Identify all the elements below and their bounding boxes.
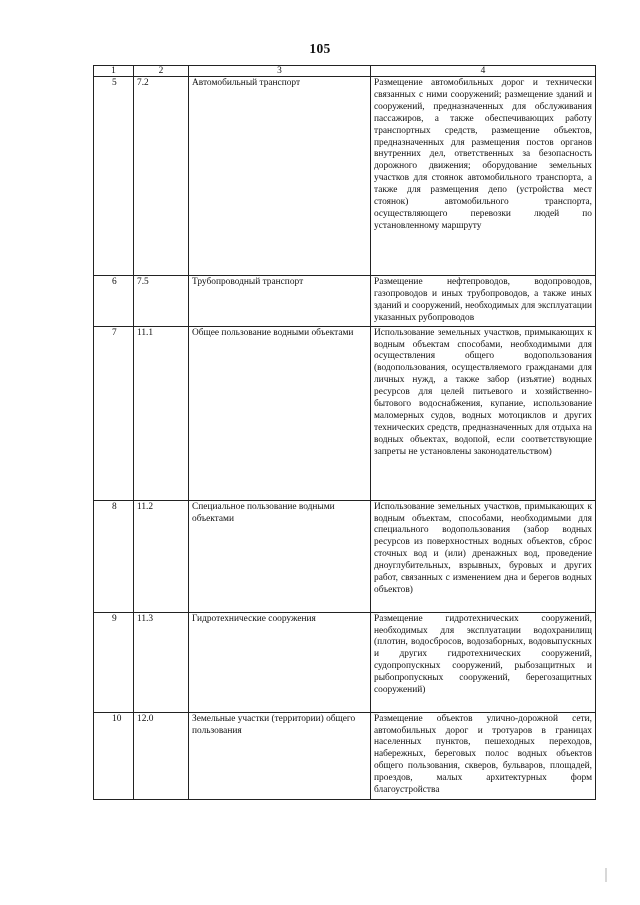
column-header-1: 1 (94, 66, 134, 77)
row-name: Трубопроводный транспорт (189, 276, 371, 327)
row-number: 8 (94, 500, 134, 612)
row-name: Общее пользование водными объектами (189, 326, 371, 500)
row-code: 11.2 (134, 500, 189, 612)
row-name: Автомобильный транспорт (189, 77, 371, 276)
page-number: 105 (309, 41, 331, 56)
row-number: 7 (94, 326, 134, 500)
row-description: Размещение автомобильных дорог и технически связанных с ними сооружений; размещение зданий и сооружений, предназначенных для обслуживания пассажиров, а также обеспечивающих работу транспортных средств, размещение объектов, предназначенных для размещения постов органов внутренних дел, ответственных за безопасность дорожного движения; оборудование земельных участков для стоянок автомобильного транспорта, а также для размещения депо (устройства мест стоянок) автомобильного транспорта, осуществляющего перевозки людей по установленному маршруту (371, 77, 596, 276)
row-code: 7.5 (134, 276, 189, 327)
row-number: 6 (94, 276, 134, 327)
row-code: 11.3 (134, 612, 189, 712)
row-description: Использование земельных участков, примыкающих к водным объектам способами, необходимыми для осуществления общего водопользования (водопользования, осуществляемого гражданами для личных нужд, а также забор (изъятие) водных ресурсов для целей питьевого и хозяйственно-бытового водоснабжения, купание, использование маломерных судов, водных мотоциклов и других технических средств, предназначенных для отдыха на водных объектах, водопой, если соответствующие запреты не установлены законодательством) (371, 326, 596, 500)
row-code: 12.0 (134, 712, 189, 799)
row-description: Размещение объектов улично-дорожной сети, автомобильных дорог и тротуаров в границах населенных пунктов, пешеходных переходов, набережных, береговых полос водных объектов общего пользования, скверов, бульваров, площадей, проездов, малых архитектурных форм благоустройства (371, 712, 596, 799)
table-row (94, 712, 596, 799)
table-row (94, 276, 596, 327)
row-code: 11.1 (134, 326, 189, 500)
land-use-table (93, 65, 596, 800)
column-header-3: 3 (189, 66, 371, 77)
row-number: 5 (94, 77, 134, 276)
row-number: 9 (94, 612, 134, 712)
row-name: Специальное пользование водными объектами (189, 500, 371, 612)
table-row (94, 326, 596, 500)
table-row (94, 500, 596, 612)
row-code: 7.2 (134, 77, 189, 276)
table-row (94, 77, 596, 276)
table-header-row (94, 66, 596, 77)
row-description: Размещение нефтепроводов, водопроводов, газопроводов и иных трубопроводов, а также иных зданий и сооружений, необходимых для эксплуатации указанных рубопроводов (371, 276, 596, 327)
row-name: Земельные участки (территории) общего пользования (189, 712, 371, 799)
row-description: Использование земельных участков, примыкающих к водным объектам, способами, необходимыми для специального водопользования (забор водных ресурсов из поверхностных водных объектов, сброс сточных вод и (или) дренажных вод, проведение дноуглубительных, взрывных, буровых и других работ, связанных с изменением дна и берегов водных объектов) (371, 500, 596, 612)
row-name: Гидротехнические сооружения (189, 612, 371, 712)
table-row (94, 612, 596, 712)
column-header-4: 4 (371, 66, 596, 77)
row-number: 10 (94, 712, 134, 799)
scan-artifact (605, 868, 607, 882)
row-description: Размещение гидротехнических сооружений, необходимых для эксплуатации водохранилищ (плотин, водосбросов, водозаборных, водовыпускных и других гидротехнических сооружений, судопропускных сооружений, рыбозащитных и рыбопропускных сооружений, берегозащитных сооружений) (371, 612, 596, 712)
column-header-2: 2 (134, 66, 189, 77)
